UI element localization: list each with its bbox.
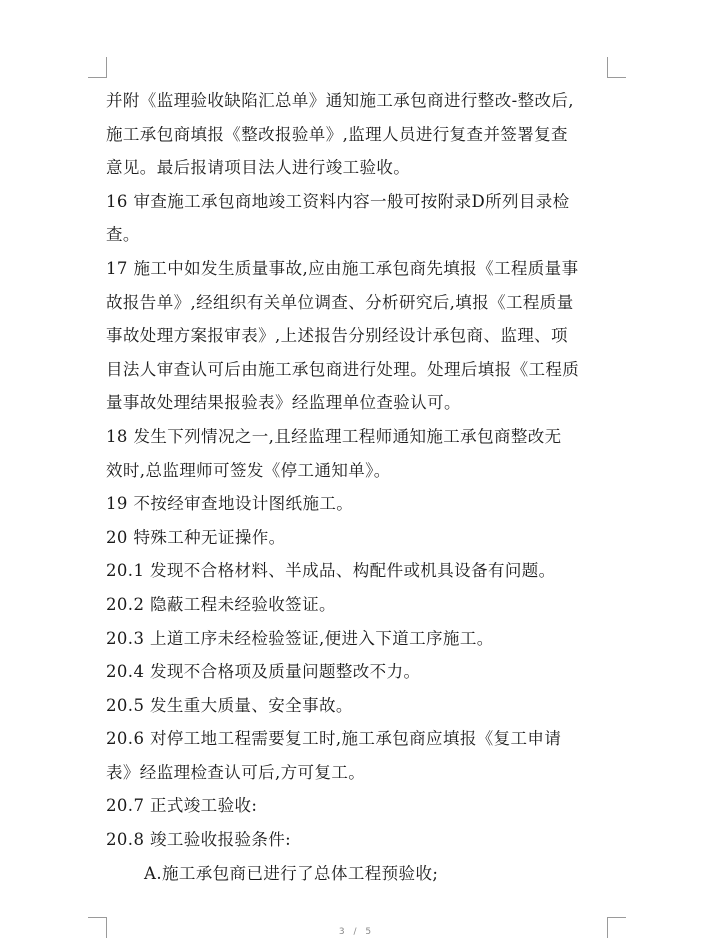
text-line: 效时,总监理师可签发《停工通知单》。 bbox=[106, 460, 391, 480]
text-line: 20.3 上道工序未经检验签证,便进入下道工序施工。 bbox=[106, 628, 494, 648]
text-line: 16 审查施工承包商地竣工资料内容一般可按附录D所列目录检 bbox=[106, 191, 570, 211]
text-line: 20.1 发现不合格材料、半成品、构配件或机具设备有问题。 bbox=[106, 561, 556, 581]
text-line: 18 发生下列情况之一,且经监理工程师通知施工承包商整改无 bbox=[106, 426, 562, 446]
text-line: 20.2 隐蔽工程未经验收签证。 bbox=[106, 594, 336, 614]
text-line: 20 特殊工种无证操作。 bbox=[106, 527, 286, 547]
text-line: 20.6 对停工地工程需要复工时,施工承包商应填报《复工申请 bbox=[106, 729, 562, 749]
text-line: 施工承包商填报《整改报验单》,监理人员进行复查并签署复查 bbox=[106, 124, 568, 144]
text-line: 17 施工中如发生质量事故,应由施工承包商先填报《工程质量事 bbox=[106, 258, 579, 278]
text-line: 20.5 发生重大质量、安全事故。 bbox=[106, 695, 353, 715]
text-line: 事故处理方案报审表》,上述报告分别经设计承包商、监理、项 bbox=[106, 326, 568, 346]
text-line: 量事故处理结果报验表》经监理单位查验认可。 bbox=[106, 393, 461, 413]
text-line: A.施工承包商已进行了总体工程预验收; bbox=[144, 863, 439, 883]
text-line: 目法人审查认可后由施工承包商进行处理。处理后填报《工程质 bbox=[106, 359, 580, 379]
text-line: 意见。最后报请项目法人进行竣工验收。 bbox=[106, 158, 411, 178]
text-line: 20.8 竣工验收报验条件: bbox=[106, 830, 292, 850]
crop-mark-top-right bbox=[607, 57, 626, 78]
text-line: 19 不按经审查地设计图纸施工。 bbox=[106, 494, 354, 514]
text-line: 并附《监理验收缺陷汇总单》通知施工承包商进行整改-整改后, bbox=[106, 91, 574, 110]
text-line: 表》经监理检查认可后,方可复工。 bbox=[106, 762, 366, 782]
text-line: 20.7 正式竣工验收: bbox=[106, 796, 258, 816]
document-body bbox=[106, 84, 608, 890]
text-line: 20.4 发现不合格项及质量问题整改不力。 bbox=[106, 662, 421, 682]
text-line: 查。 bbox=[106, 225, 140, 245]
text-line: 故报告单》,经组织有关单位调查、分析研究后,填报《工程质量 bbox=[106, 292, 574, 312]
page-number: 3 / 5 bbox=[338, 927, 375, 937]
crop-mark-top-left bbox=[88, 57, 107, 78]
